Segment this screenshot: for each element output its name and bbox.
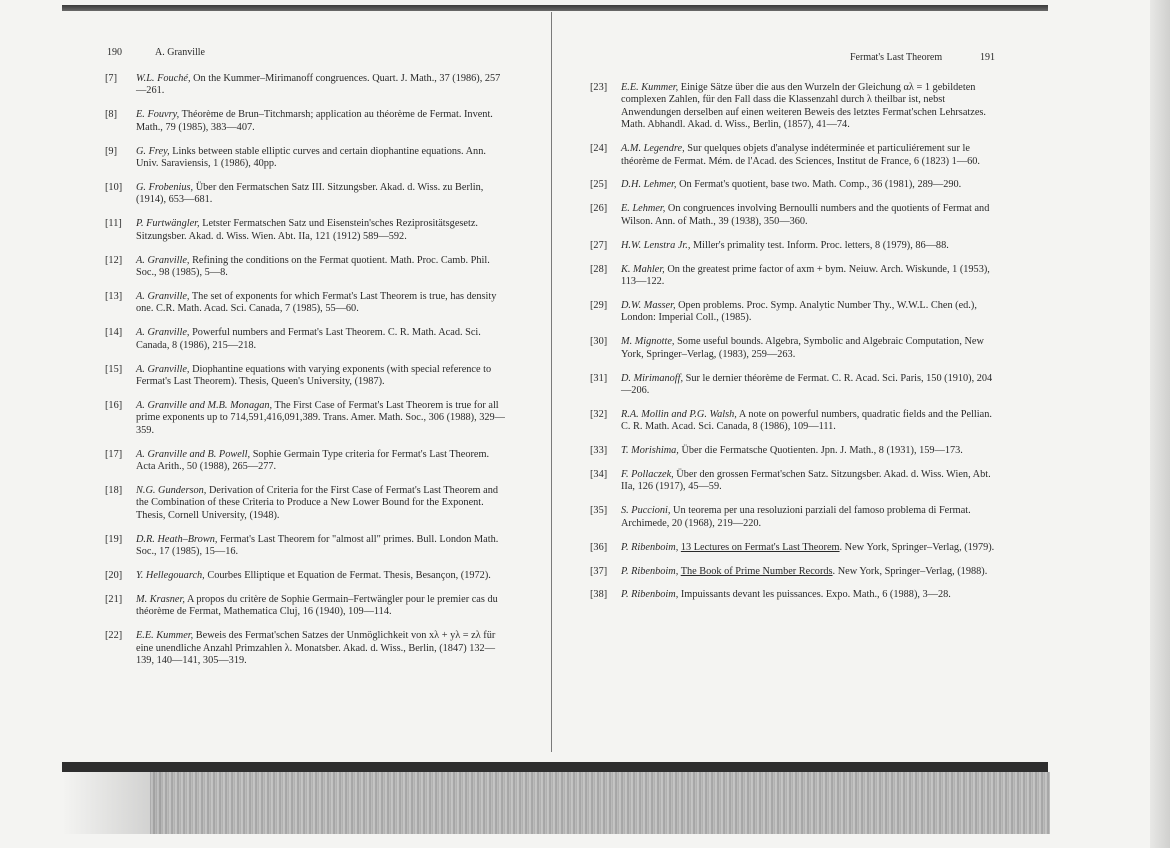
reference-text: Théorème de Brun–Titchmarsh; application au théorème de Fermat. Invent. Math., 79 (1985), 383—407. (136, 109, 493, 133)
reference-number: [14] (105, 327, 123, 339)
reference-entry (105, 291, 510, 316)
right-reference-list (590, 82, 1000, 602)
reference-number: [16] (105, 399, 123, 411)
reference-number: [37] (590, 565, 608, 577)
reference-entry (590, 409, 1000, 434)
reference-number: [33] (590, 445, 608, 457)
reference-entry (590, 445, 1000, 457)
reference-author: G. Frobenius, (136, 181, 194, 193)
reference-author: G. Frey, (136, 145, 170, 157)
reference-entry (105, 182, 510, 207)
reference-text: Miller's primality test. Inform. Proc. letters, 8 (1979), 86—88. (693, 239, 949, 251)
reference-author: K. Mahler, (621, 263, 665, 275)
reference-number: [26] (590, 203, 608, 215)
reference-author: M. Krasner, (136, 593, 185, 605)
reference-entry (105, 594, 510, 619)
reference-text: Sur quelques objets d'analyse indéterminée et particuliérement sur le théorème de Fermat. Mém. de l'Acad. des Sciences, Institut de France, 6 (1823) 1—60. (621, 143, 980, 167)
reference-number: [34] (590, 469, 608, 481)
reference-author: P. Furtwängler, (136, 218, 200, 230)
bottom-shadow-fade (62, 772, 162, 834)
reference-entry (590, 179, 1000, 191)
reference-text: Letster Fermatschen Satz und Eisenstein'sches Reziprositätsgesetz. Sitzungsber. Akad. d. Wiss. Wien. Abt. IIa, 121 (1912) 589—592. (136, 218, 478, 242)
left-page-number: 190 (107, 47, 122, 58)
reference-text: . New York, Springer–Verlag, (1979). (839, 541, 995, 553)
left-page (105, 40, 510, 679)
reference-entry (105, 327, 510, 352)
reference-author: T. Morishima, (621, 445, 679, 457)
reference-number: [32] (590, 408, 608, 420)
reference-number: [10] (105, 181, 123, 193)
reference-text: On congruences involving Bernoulli numbers and the quotients of Fermat and Wilson. Ann. of Math., 39 (1938), 350—360. (621, 203, 990, 227)
reference-author: D.H. Lehmer, (621, 179, 677, 191)
reference-number: [18] (105, 484, 123, 496)
reference-text: Einige Sätze über die aus den Wurzeln der Gleichung αλ = 1 gebildeten complexen Zahlen, für den Fall dass die Klassenzahl durch λ theilbar ist, nebst Anwendungen derselben auf einen weiteren Beweis des letztes Fermat'schen Lehrsatzes. Math. Abhandl. Akad. d. Wiss., Berlin, (1857), 41—74. (621, 82, 986, 131)
reference-number: [8] (105, 109, 118, 121)
reference-author: E.E. Kummer, (621, 82, 679, 93)
reference-text: The set of exponents for which Fermat's Last Theorem is true, has density one. C.R. Math. Acad. Sci. Canada, 7 (1985), 55—60. (136, 290, 497, 315)
reference-text: Sophie Germain Type criteria for Fermat's Last Theorem. Acta Arith., 50 (1988), 265—277. (136, 448, 490, 472)
reference-number: [35] (590, 505, 608, 517)
reference-number: [11] (105, 218, 122, 230)
reference-entry (105, 146, 510, 171)
reference-entry (590, 566, 1000, 578)
reference-entry (590, 240, 1000, 252)
reference-author: M. Mignotte, (621, 336, 675, 348)
reference-number: [17] (105, 448, 123, 460)
reference-text: Impuissants devant les puissances. Expo. Math., 6 (1988), 3—28. (680, 589, 951, 601)
reference-author: A.M. Legendre, (621, 143, 685, 155)
reference-entry (105, 255, 510, 280)
reference-number: [36] (590, 541, 608, 553)
reference-number: [13] (105, 290, 123, 302)
reference-entry (105, 485, 510, 522)
reference-text: A propos du critère de Sophie Germain–Fertwängler pour le premier cas du théorème de Fermat, Mathematica Cluj, 16 (1940), 109—114. (136, 593, 498, 618)
left-running-title: A. Granville (155, 47, 205, 58)
reference-text: A note on powerful numbers, quadratic fields and the Pellian. C. R. Math. Acad. Sci. Canada, 8 (1986), 109—111. (621, 408, 992, 433)
reference-text: Über die Fermatsche Quotienten. Jpn. J. Math., 8 (1931), 159—173. (681, 445, 963, 457)
right-page (590, 40, 1000, 613)
reference-text: Beweis des Fermat'schen Satzes der Unmöglichkeit von xλ + yλ = zλ für eine unendliche Anzahl Primzahlen λ. Monatsber. Akad. d. Wiss., Berlin, (1847) 132—139, 140—141, 305—319. (136, 630, 496, 666)
reference-text: The First Case of Fermat's Last Theorem is true for all prime exponents up to 714,591,416,091,389. Trans. Amer. Math. Soc., 306 (1988), 329—359. (136, 399, 505, 436)
reference-text: Powerful numbers and Fermat's Last Theorem. C. R. Math. Acad. Sci. Canada, 8 (1986), 215—218. (136, 327, 481, 351)
reference-text: On Fermat's quotient, base two. Math. Comp., 36 (1981), 289—290. (679, 179, 962, 191)
reference-number: [27] (590, 239, 608, 251)
reference-author: A. Granville, (136, 254, 190, 266)
reference-author: D. Mirimanoff, (621, 372, 684, 384)
reference-author: D.R. Heath–Brown, (136, 533, 218, 545)
reference-author: R.A. Mollin and P.G. Walsh, (621, 408, 737, 420)
reference-author: S. Puccioni, (621, 505, 671, 517)
reference-entry (105, 73, 510, 98)
reference-author: A. Granville and M.B. Monagan, (136, 399, 273, 411)
reference-entry (590, 336, 1000, 361)
reference-entry (590, 589, 1000, 601)
reference-entry (105, 109, 510, 134)
reference-text: On the greatest prime factor of axm + bym. Neiuw. Arch. Wiskunde, 1 (1953), 113—122. (621, 263, 990, 287)
reference-entry (590, 373, 1000, 398)
right-running-head (590, 40, 1000, 63)
bottom-scan-edge (62, 762, 1048, 772)
reference-author: A. Granville and B. Powell, (136, 448, 251, 460)
reference-entry (105, 570, 510, 582)
reference-author: P. Ribenboim, (621, 541, 679, 553)
reference-number: [29] (590, 299, 608, 311)
reference-author: A. Granville, (136, 327, 190, 339)
bottom-scan-shadow (150, 772, 1050, 834)
reference-entry (590, 143, 1000, 168)
right-page-number: 191 (980, 52, 995, 63)
reference-author: W.L. Fouché, (136, 73, 191, 84)
reference-author: E. Fouvry, (136, 109, 180, 121)
reference-entry (105, 534, 510, 559)
reference-entry (105, 218, 510, 243)
reference-entry (590, 300, 1000, 325)
reference-number: [15] (105, 363, 123, 375)
reference-text: Diophantine equations with varying exponents (with special reference to Fermat's Last Theorem). Thesis, Queen's University, (1987). (136, 363, 492, 387)
reference-text: Über den Fermatschen Satz III. Sitzungsber. Akad. d. Wiss. zu Berlin, (1914), 653—681. (136, 181, 484, 206)
reference-number: [24] (590, 143, 608, 155)
reference-number: [22] (105, 630, 123, 642)
reference-number: [31] (590, 372, 608, 384)
reference-entry (590, 264, 1000, 289)
reference-number: [19] (105, 533, 123, 545)
reference-text: Un teorema per una resoluzioni parziali del famoso problema di Fermat. Archimede, 20 (1968), 219—220. (621, 505, 971, 529)
reference-entry (590, 82, 1000, 132)
reference-text: . New York, Springer–Verlag, (1988). (832, 565, 988, 577)
reference-book-title: The Book of Prime Number Records (680, 565, 833, 577)
reference-text: Derivation of Criteria for the First Case of Fermat's Last Theorem and the Combination of these Criteria to Produce a New Lower Bound for the Exponent. Thesis, Cornell University, (1948). (136, 484, 498, 521)
reference-author: H.W. Lenstra Jr., (621, 239, 691, 251)
reference-author: D.W. Masser, (621, 299, 676, 311)
reference-entry (105, 364, 510, 389)
reference-entry (105, 400, 510, 437)
reference-number: [38] (590, 589, 608, 601)
reference-author: A. Granville, (136, 363, 190, 375)
reference-author: P. Ribenboim, (621, 565, 679, 577)
reference-entry (105, 630, 510, 667)
reference-entry (105, 449, 510, 474)
reference-text: Some useful bounds. Algebra, Symbolic and Algebraic Computation, New York, Springer–Verlag, (1983), 259—263. (621, 336, 984, 360)
top-scan-edge (62, 5, 1048, 11)
right-scan-edge (1150, 0, 1170, 848)
reference-number: [28] (590, 263, 608, 275)
reference-number: [20] (105, 569, 123, 581)
reference-text: Refining the conditions on the Fermat quotient. Math. Proc. Camb. Phil. Soc., 98 (1985), 5—8. (136, 254, 490, 278)
reference-author: N.G. Gunderson, (136, 484, 207, 496)
left-running-head (105, 40, 510, 56)
right-running-title: Fermat's Last Theorem (850, 52, 943, 63)
reference-author: P. Ribenboim, (621, 589, 679, 601)
reference-text: Sur le dernier théorème de Fermat. C. R. Acad. Sci. Paris, 150 (1910), 204—206. (621, 372, 993, 396)
reference-number: [7] (105, 73, 118, 84)
reference-author: Y. Hellegouarch, (136, 569, 205, 581)
reference-number: [21] (105, 593, 123, 605)
reference-author: E.E. Kummer, (136, 630, 194, 642)
reference-text: Open problems. Proc. Symp. Analytic Number Thy., W.W.L. Chen (ed.), London: Imperial Coll., (1985). (621, 299, 977, 324)
reference-number: [23] (590, 82, 608, 93)
reference-entry (590, 542, 1000, 554)
reference-number: [30] (590, 336, 608, 348)
reference-entry (590, 203, 1000, 228)
reference-author: A. Granville, (136, 290, 190, 302)
reference-number: [9] (105, 145, 118, 157)
reference-author: F. Pollaczek, (621, 469, 674, 481)
reference-number: [12] (105, 254, 123, 266)
reference-book-title: 13 Lectures on Fermat's Last Theorem (680, 541, 840, 553)
reference-text: Über den grossen Fermat'schen Satz. Sitzungsber. Akad. d. Wiss. Wien, Abt. IIa, 126 (1917), 45—59. (621, 469, 991, 493)
reference-author: E. Lehmer, (621, 203, 666, 215)
reference-number: [25] (590, 179, 608, 191)
reference-entry (590, 469, 1000, 494)
reference-text: On the Kummer–Mirimanoff congruences. Quart. J. Math., 37 (1986), 257—261. (136, 73, 501, 97)
left-reference-list (105, 73, 510, 667)
reference-text: Fermat's Last Theorem for "almost all" primes. Bull. London Math. Soc., 17 (1985), 15—16. (136, 533, 499, 557)
book-spine (551, 12, 552, 752)
reference-text: Courbes Elliptique et Equation de Fermat. Thesis, Besançon, (1972). (207, 569, 491, 581)
reference-text: Links between stable elliptic curves and certain diophantine equations. Ann. Univ. Saraviensis, 1 (1986), 40pp. (136, 145, 486, 170)
reference-entry (590, 505, 1000, 530)
